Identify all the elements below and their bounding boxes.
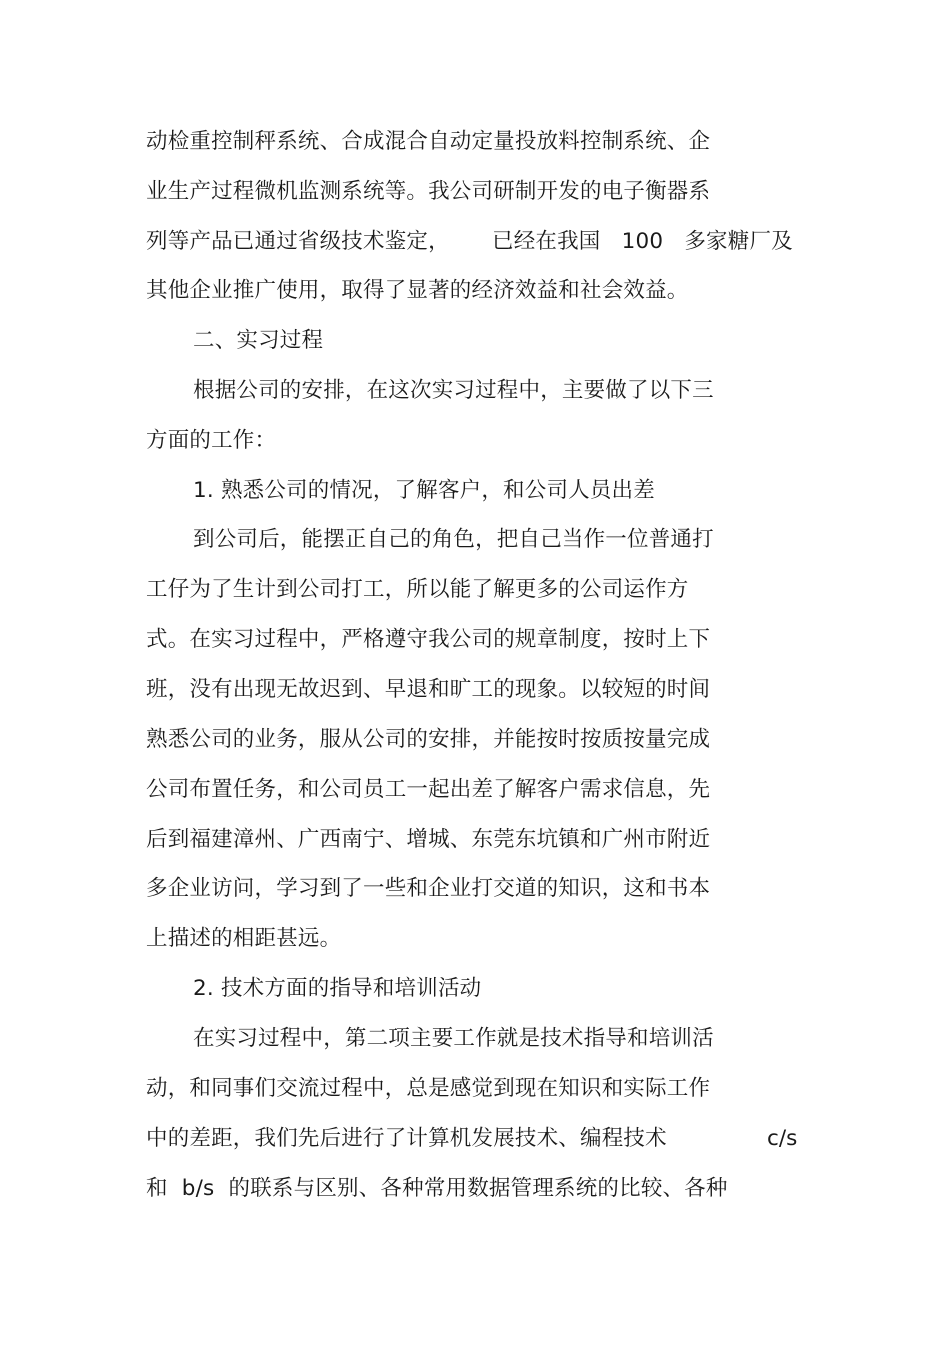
paragraph-line: 在实习过程中，第二项主要工作就是技术指导和培训活 [193,1026,714,1051]
paragraph-line: 到公司后，能摆正自己的角色，把自己当作一位普通打 [193,527,714,552]
subsection-heading: 2. 技术方面的指导和培训活动 [193,976,482,1001]
paragraph-line: 动，和同事们交流过程中，总是感觉到现在知识和实际工作 [146,1076,711,1101]
paragraph-line: 上描述的相距甚远。 [146,926,342,951]
paragraph-line: 熟悉公司的业务，服从公司的安排，并能按时按质按量完成 [146,727,711,752]
paragraph-line: 中的差距，我们先后进行了计算机发展技术、编程技术 [146,1126,667,1151]
section-heading: 二、实习过程 [193,328,324,353]
subsection-heading: 1. 熟悉公司的情况，了解客户，和公司人员出差 [193,478,655,503]
paragraph-line: 其他企业推广使用，取得了显著的经济效益和社会效益。 [146,278,689,303]
paragraph-line: 根据公司的安排，在这次实习过程中，主要做了以下三 [193,378,714,403]
paragraph-line: 式。在实习过程中，严格遵守我公司的规章制度，按时上下 [146,627,711,652]
paragraph-line: 动检重控制秤系统、合成混合自动定量投放料控制系统、企 [146,129,711,154]
paragraph-line: 公司布置任务，和公司员工一起出差了解客户需求信息，先 [146,777,711,802]
paragraph-line: 多企业访问，学习到了一些和企业打交道的知识，这和书本 [146,876,711,901]
paragraph-line-tail: c/s [767,1126,798,1151]
paragraph-line: 业生产过程微机监测系统等。我公司研制开发的电子衡器系 [146,179,711,204]
paragraph-line: 工仔为了生计到公司打工，所以能了解更多的公司运作方 [146,577,689,602]
paragraph-line: 列等产品已通过省级技术鉴定， 已经在我国 100 多家糖厂及 [146,229,793,254]
paragraph-line: 方面的工作： [146,428,277,453]
paragraph-line: 和 b/s 的联系与区别、各种常用数据管理系统的比较、各种 [146,1176,728,1201]
paragraph-line: 后到福建漳州、广西南宁、增城、东莞东坑镇和广州市附近 [146,827,711,852]
paragraph-line: 班，没有出现无故迟到、早退和旷工的现象。以较短的时间 [146,677,711,702]
